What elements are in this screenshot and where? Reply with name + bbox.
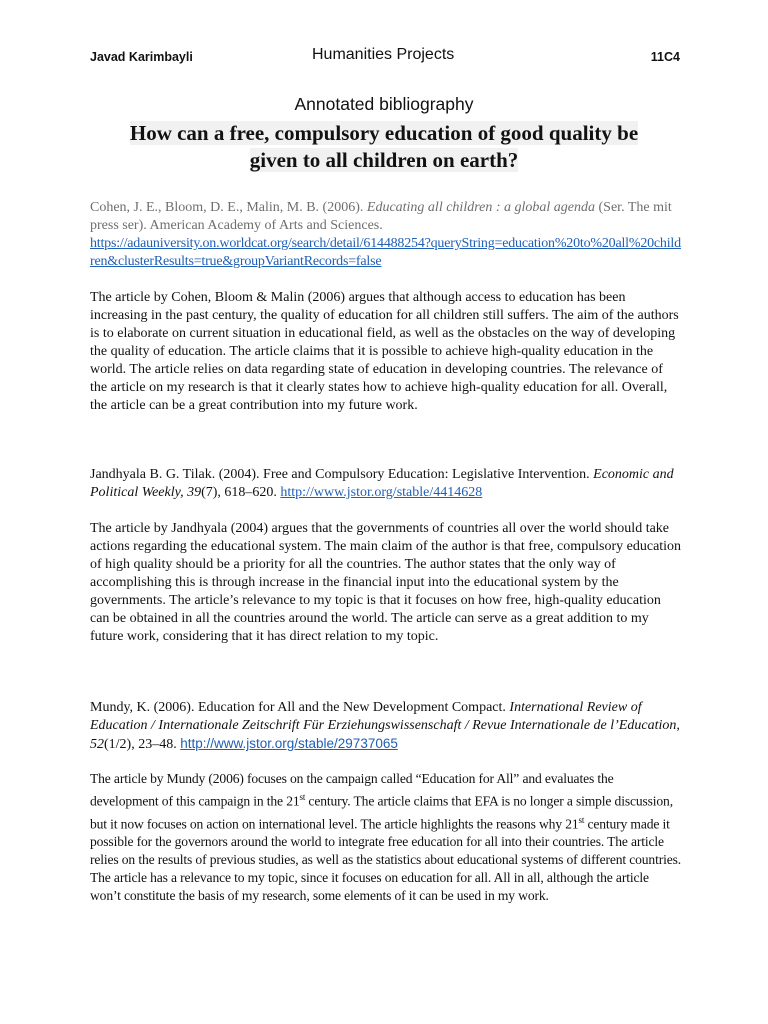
page-header — [90, 46, 680, 68]
annotation-text-2: century. The article claims that EFA is no longer a simple discussion, but it now focuses on action on international level. The article highlights the reasons why 21 — [90, 793, 673, 832]
annotation-tilak: The article by Jandhyala (2004) argues that the governments of countries all over the world should take actions regarding the educational system. The main claim of the author is that free, compulsory education of high quality should be a priority for all the countries. The author states that the only way of accomplishing this is through increase in the financial input into the educational system by the governments. The article’s relevance to my topic is that it focuses on how free, high-quality education can be obtained in all the countries around the world. The article can serve as a great addition to my future work, considering that it has direct relation to my topic. — [90, 521, 682, 644]
citation-authors: Jandhyala B. G. Tilak. (2004). Free and Compulsory Education: Legislative Intervention. — [90, 467, 594, 482]
ordinal-suffix: st — [578, 814, 585, 825]
research-question-line2: given to all children on earth? — [249, 148, 519, 172]
citation-tilak — [90, 466, 682, 502]
research-question — [100, 120, 668, 174]
citation-mundy — [90, 699, 682, 754]
annotation-text-3: century made it possible for the governors around the world to integrate free education for all into their countries. The article relies on the results of previous studies, as well as the statistics about educational systems of different countries. The article has a relevance to my topic, since it focuses on education for all. All in all, although the article won’t constitute the basis of my research, some elements of it can be used in my work. — [90, 816, 681, 904]
citation-issue: (1/2), 23–48. — [104, 737, 181, 752]
document-heading: Annotated bibliography — [294, 94, 474, 114]
annotation-mundy — [90, 770, 682, 905]
citation-book-title: Educating all children : a global agenda — [366, 200, 596, 215]
citation-publisher: (Ser. The mit press ser). American Academy of Arts and Sciences. — [90, 200, 672, 233]
citation-journal: International Review of Education / Internationale Zeitschrift Für Erziehungswissenschaft / Revue Internationale de l’Education, 52 — [90, 700, 680, 752]
citation-issue: (7), 618–620. — [201, 485, 281, 500]
annotation-cohen: The article by Cohen, Bloom & Malin (2006) argues that although access to education has been increasing in the past century, the quality of education for all children still suffers. The aim of the authors is to elaborate on current situation in educational field, as well as the obstacles on the way of developing the quality of education. The article claims that it is possible to achieve high-quality education in the world. The article relies on data regarding state of education in developing countries. The relevance of the article on my research is that it clearly states how to achieve high-quality education for all. Overall, the article can be a great contribution into my future work. — [90, 290, 679, 413]
citation-link-cohen[interactable]: https://adauniversity.on.worldcat.org/search/detail/614488254?queryString=education%20to%20all%20children&clusterResults=true&groupVariantRecords=false — [90, 236, 681, 269]
citation-authors: Mundy, K. (2006). Education for All and the New Development Compact. — [90, 700, 510, 715]
citation-cohen — [90, 199, 682, 271]
ordinal-suffix: st — [299, 792, 306, 802]
author-name: Javad Karimbayli — [90, 50, 193, 64]
annotation-text-1: The article by Mundy (2006) focuses on the campaign called “Education for All” and evaluates the development of this campaign in the 21 — [90, 771, 614, 809]
research-question-line1: How can a free, compulsory education of good quality be — [129, 121, 639, 145]
header-title: Humanities Projects — [312, 46, 455, 63]
citation-link-tilak[interactable]: http://www.jstor.org/stable/4414628 — [280, 485, 483, 500]
citation-journal: Economic and Political Weekly, 39 — [90, 467, 674, 500]
citation-link-mundy[interactable]: http://www.jstor.org/stable/29737065 — [180, 736, 398, 751]
citation-authors: Cohen, J. E., Bloom, D. E., Malin, M. B. (2006). — [90, 200, 367, 215]
class-code: 11C4 — [650, 50, 680, 64]
